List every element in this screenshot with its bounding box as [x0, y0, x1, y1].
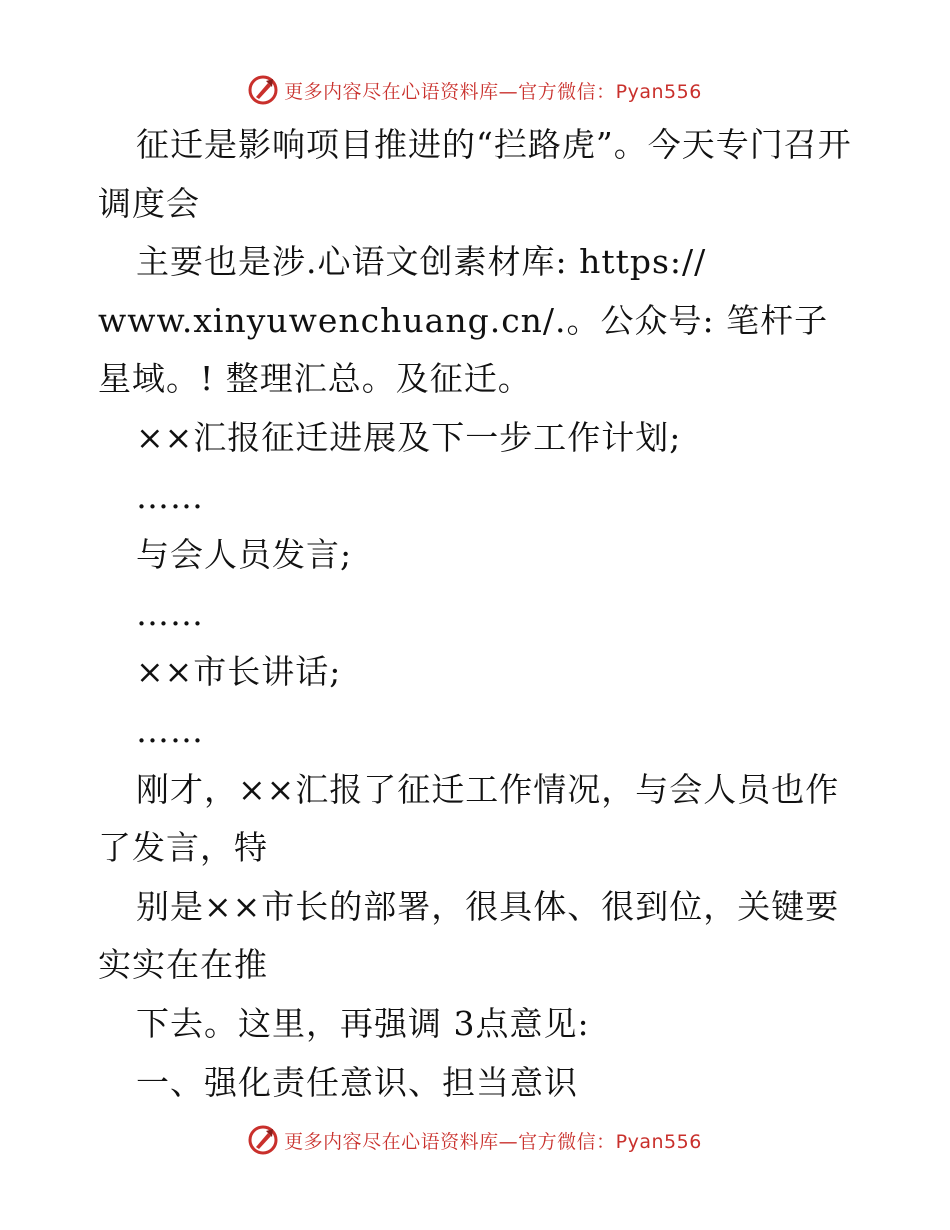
paragraph-12: 下去。这里，再强调 3点意见:: [136, 1003, 590, 1043]
paragraph-10: 刚才，××汇报了征迁工作情况，与会人员也作了发言，特: [98, 769, 840, 868]
paragraph-9: ……: [136, 710, 204, 750]
header-banner-text: [284, 77, 702, 104]
paragraph-5: ……: [136, 476, 204, 516]
header-banner: [0, 70, 950, 110]
footer-banner: [0, 1120, 950, 1160]
paragraph-8: ××市长讲话;: [136, 652, 342, 692]
footer-banner-text: [284, 1127, 702, 1154]
paragraph-1: 征迁是影响项目推进的“拦路虎”。今天专门召开调度会: [98, 125, 852, 223]
paragraph-7: ……: [136, 593, 204, 633]
paragraph-11: 别是××市长的部署，很具体、很到位，关键要实实在在推: [98, 886, 840, 985]
quill-logo-icon: [248, 1125, 278, 1155]
section-heading-1: 一、强化责任意识、担当意识: [136, 1062, 578, 1102]
header-banner-label: 更多内容尽在心语资料库—官方微信：: [284, 80, 616, 103]
footer-banner-label: 更多内容尽在心语资料库—官方微信：: [284, 1130, 616, 1153]
document-body: [98, 116, 858, 1112]
paragraph-6: 与会人员发言;: [136, 535, 353, 575]
paragraph-2: 主要也是涉.心语文创素材库: https://: [136, 242, 707, 282]
header-wechat-id: Pyan556: [615, 80, 702, 103]
quill-logo-icon: [248, 75, 278, 105]
footer-wechat-id: Pyan556: [615, 1130, 702, 1153]
paragraph-3: www.xinyuwenchuang.cn/.。公众号: 笔杆子星域。! 整理汇总。及征迁。: [98, 300, 829, 399]
paragraph-4: ××汇报征迁进展及下一步工作计划;: [136, 417, 682, 457]
